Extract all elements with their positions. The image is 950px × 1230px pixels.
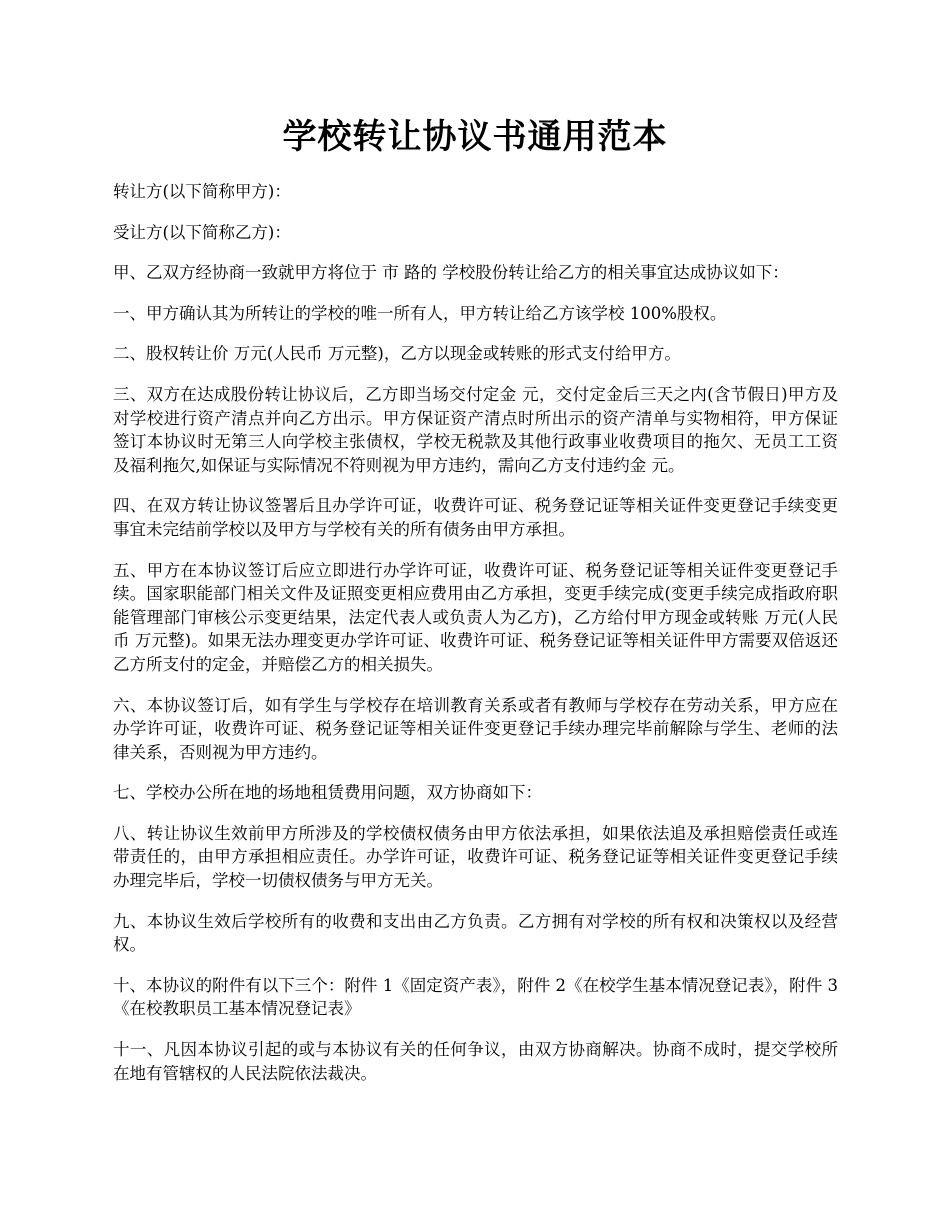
clause-6: 六、本协议签订后，如有学生与学校存在培训教育关系或者有教师与学校存在劳动关系，甲方应在办学许可证，收费许可证、税务登记证等相关证件变更登记手续办理完毕前解除与学生、老师的法律关系，否则视为甲方违约。 <box>113 695 838 762</box>
preamble-paragraph: 甲、乙双方经协商一致就甲方将位于 市 路的 学校股份转让给乙方的相关事宜达成协议如下： <box>113 263 789 283</box>
clause-8: 八、转让协议生效前甲方所涉及的学校债权债务由甲方依法承担，如果依法追及承担赔偿责任或连带责任的，由甲方承担相应责任。办学许可证，收费许可证、税务登记证等相关证件变更登记手续办理完毕后，学校一切债权债务与甲方无关。 <box>113 823 838 891</box>
clause-1: 一、甲方确认其为所转让的学校的唯一所有人，甲方转让给乙方该学校 100%股权。 <box>113 303 727 323</box>
clause-7: 七、学校办公所在地的场地租赁费用问题，双方协商如下： <box>113 783 542 803</box>
clause-4: 四、在双方转让协议签署后且办学许可证，收费许可证、税务登记证等相关证件变更登记手续变更事宜未完结前学校以及甲方与学校有关的所有债务由甲方承担。 <box>113 496 838 539</box>
clause-10: 十、本协议的附件有以下三个：附件 1《固定资产表》，附件 2《在校学生基本情况登记表》，附件 3《在校教职员工基本情况登记表》 <box>113 975 838 1019</box>
clause-3: 三、双方在达成股份转让协议后，乙方即当场交付定金 元，交付定金后三天之内(含节假日)甲方及对学校进行资产清点并向乙方出示。甲方保证资产清点时所出示的资产清单与实物相符，甲方保证签订本协议时无第三人向学校主张债权，学校无税款及其他行政事业收费项目的拖欠、无员工工资及福利拖欠,如保证与实际情况不符则视为甲方违约，需向乙方支付违约金 元。 <box>113 384 838 475</box>
party-b-line: 受让方(以下简称乙方)： <box>113 222 291 242</box>
clause-11: 十一、凡因本协议引起的或与本协议有关的任何争议，由双方协商解决。协商不成时，提交学校所在地有管辖权的人民法院依法裁决。 <box>113 1040 838 1083</box>
clause-9: 九、本协议生效后学校所有的收费和支出由乙方负责。乙方拥有对学校的所有权和决策权以及经营权。 <box>113 911 838 955</box>
clause-5: 五、甲方在本协议签订后应立即进行办学许可证，收费许可证、税务登记证等相关证件变更登记手续。国家职能部门相关文件及证照变更相应费用由乙方承担，变更手续完成(变更手续完成指政府职能管理部门审核公示变更结果，法定代表人或负责人为乙方)，乙方给付甲方现金或转账 万元(人民币 万元整)。如果无法办理变更办学许可证、收费许可证、税务登记证等相关证件甲方需要双倍返还乙方所支付的定金，并赔偿乙方的相关损失。 <box>113 560 838 674</box>
document-body <box>113 180 838 1102</box>
clause-2: 二、股权转让价 万元(人民币 万元整)，乙方以现金或转账的形式支付给甲方。 <box>113 344 681 364</box>
document-title: 学校转让协议书通用范本 <box>282 117 668 157</box>
party-a-line: 转让方(以下简称甲方)： <box>113 182 291 201</box>
